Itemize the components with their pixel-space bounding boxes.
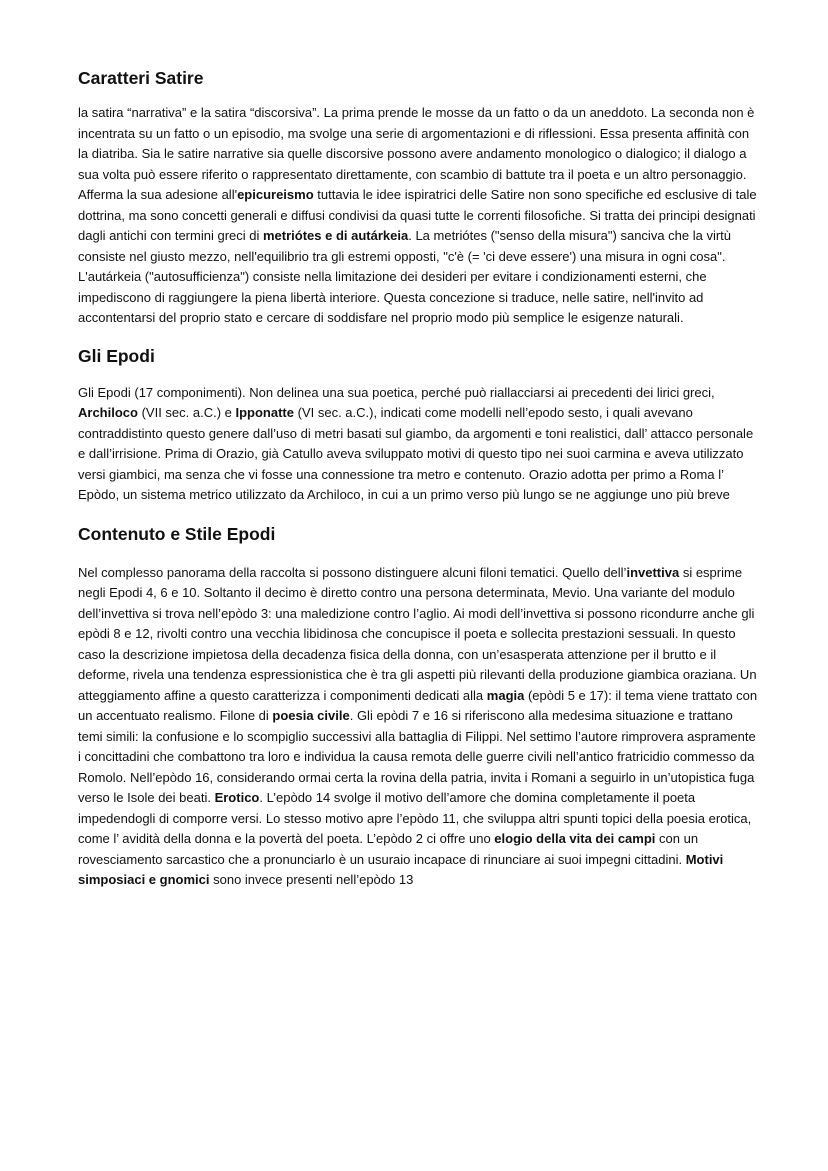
text-run: tuttavia le idee ispiratrici delle Satire non sono specifiche ed esclusive di tale dottrina, ma sono concetti generali e diffusi condivisi da quasi tutte le correnti filosofiche. Si tratta dei principi designati dagli antichi con termini greci di [78, 187, 757, 243]
text-run: (VII sec. a.C.) e [137, 405, 236, 420]
paragraph-gli-epodi [78, 383, 758, 506]
bold-term: Ipponatte [235, 405, 294, 420]
bold-term: invettiva [626, 564, 680, 580]
text-run: . La metriótes ("senso della misura") sanciva che la virtù consiste nel giusto mezzo, nell'equilibrio tra gli estremi opposti, "c'è (= 'ci deve essere') una misura in ogni cosa". L'autárkeia ("autosufficienza") consiste nella limitazione dei desideri per evitare i condizionamenti esterni, che impediscono di raggiungere la piena libertà interiore. Questa concezione si traduce, nelle satire, nell'invito ad accontentarsi del proprio stato e cercare di soddisfare nel proprio modo più semplice le esigenze naturali. [78, 228, 732, 325]
text-run: Nel complesso panorama della raccolta si possono distinguere alcuni filoni tematici. Quello dell’ [78, 564, 627, 580]
text-run: . Gli epòdi 7 e 16 si riferiscono alla medesima situazione e trattano temi simili: la confusione e lo scompiglio successivi alla battaglia di Filippi. Nel settimo l’autore rimprovera aspramente i concittadini che combattono tra loro e individua la causa remota delle guerre civili nell’antico fratricidio commesso da Romolo. Nell’epòdo 16, considerando ormai certa la rovina della patria, invita i Romani a seguirlo in un’utopistica fuga verso le Isole dei beati. [78, 708, 756, 805]
bold-term: elogio della vita dei campi [494, 831, 656, 846]
text-run: sono invece presenti nell’epòdo 13 [209, 872, 414, 887]
text-run: (epòdi 5 e 17): il tema viene trattato con un accentuato realismo. Filone di [78, 687, 758, 723]
bold-term: poesia civile [272, 708, 350, 723]
bold-term: Erotico [214, 790, 260, 805]
bold-term: Motivi simposiaci e gnomici [78, 851, 724, 887]
bold-term: metriótes e di autárkeia [262, 228, 409, 243]
bold-term: epicureismo [237, 187, 314, 202]
bold-term: magia [486, 687, 525, 703]
text-run: . L’epòdo 14 svolge il motivo dell’amore che domina completamente il poeta impedendogli di comporre versi. Lo stesso motivo apre l’epòdo 11, che sviluppa altri spunti topici della poesia erotica, come l’ avidità della donna e la povertà del poeta. L’epòdo 2 ci offre uno [78, 790, 752, 846]
text-run: Gli Epodi (17 componimenti). Non delinea una sua poetica, perché può riallacciarsi ai precedenti dei lirici greci, [78, 384, 715, 400]
text-run: con un rovesciamento sarcastico che a pronunciarlo è un usuraio incapace di rinunciare ai suoi impegni cittadini. [78, 831, 699, 867]
paragraph-contenuto-stile-epodi [78, 563, 758, 891]
text-run: (VI sec. a.C.), indicati come modelli nell’epodo sesto, i quali avevano contraddistinto questo genere dall’uso di metri basati sul giambo, da argomenti e toni realistici, dall’ attacco personale e dall’irrisione. Prima di Orazio, già Catullo aveva sviluppato motivi di questo tipo nei suoi carmina e aveva utilizzato versi giambici, ma senza che vi fosse una connessione tra metro e contenuto. Orazio adotta per primo a Roma l’ Epòdo, un sistema metrico utilizzato da Archiloco, in cui a un primo verso più lungo se ne aggiunge uno più breve [78, 405, 754, 502]
section-title-gli-epodi: Gli Epodi [78, 345, 155, 366]
bold-term: Archiloco [78, 405, 138, 420]
text-run: si esprime negli Epodi 4, 6 e 10. Soltanto il decimo è diretto contro una persona determinata, Mevio. Una variante del modulo dell’invettiva si trova nell’epòdo 3: una maledizione contro l’aglio. Ai modi dell’invettiva si possono ricondurre anche gli epòdi 8 e 12, rivolti contro una vecchia libidinosa che concupisce il poeta e sollecita prestazioni sessuali. In questo caso la descrizione impietosa della decadenza fisica della donna, con un’esasperata attenzione per il brutto e il deforme, rivela una tendenza espressionistica che è tra gli aspetti più rilevanti della produzione giambica oraziana. Un atteggiamento affine a questo caratterizza i componimenti dedicati alla [78, 564, 757, 703]
paragraph-caratteri-satire [78, 103, 758, 329]
text-run: la satira “narrativa” e la satira “discorsiva”. La prima prende le mosse da un fatto o da un aneddoto. La seconda non è incentrata su un fatto o un episodio, ma svolge una serie di argomentazioni e di riflessioni. Essa presenta affinità con la diatriba. Sia le satire narrative sia quelle discorsive possono avere andamento monologico o dialogico; il dialogo a sua volta può essere riferito o rappresentato direttamente, con scambio di battute tra il poeta e un altro personaggio. Afferma la sua adesione all' [78, 105, 755, 202]
section-title-caratteri-satire: Caratteri Satire [78, 68, 204, 88]
section-title-contenuto-stile-epodi: Contenuto e Stile Epodi [78, 523, 276, 544]
